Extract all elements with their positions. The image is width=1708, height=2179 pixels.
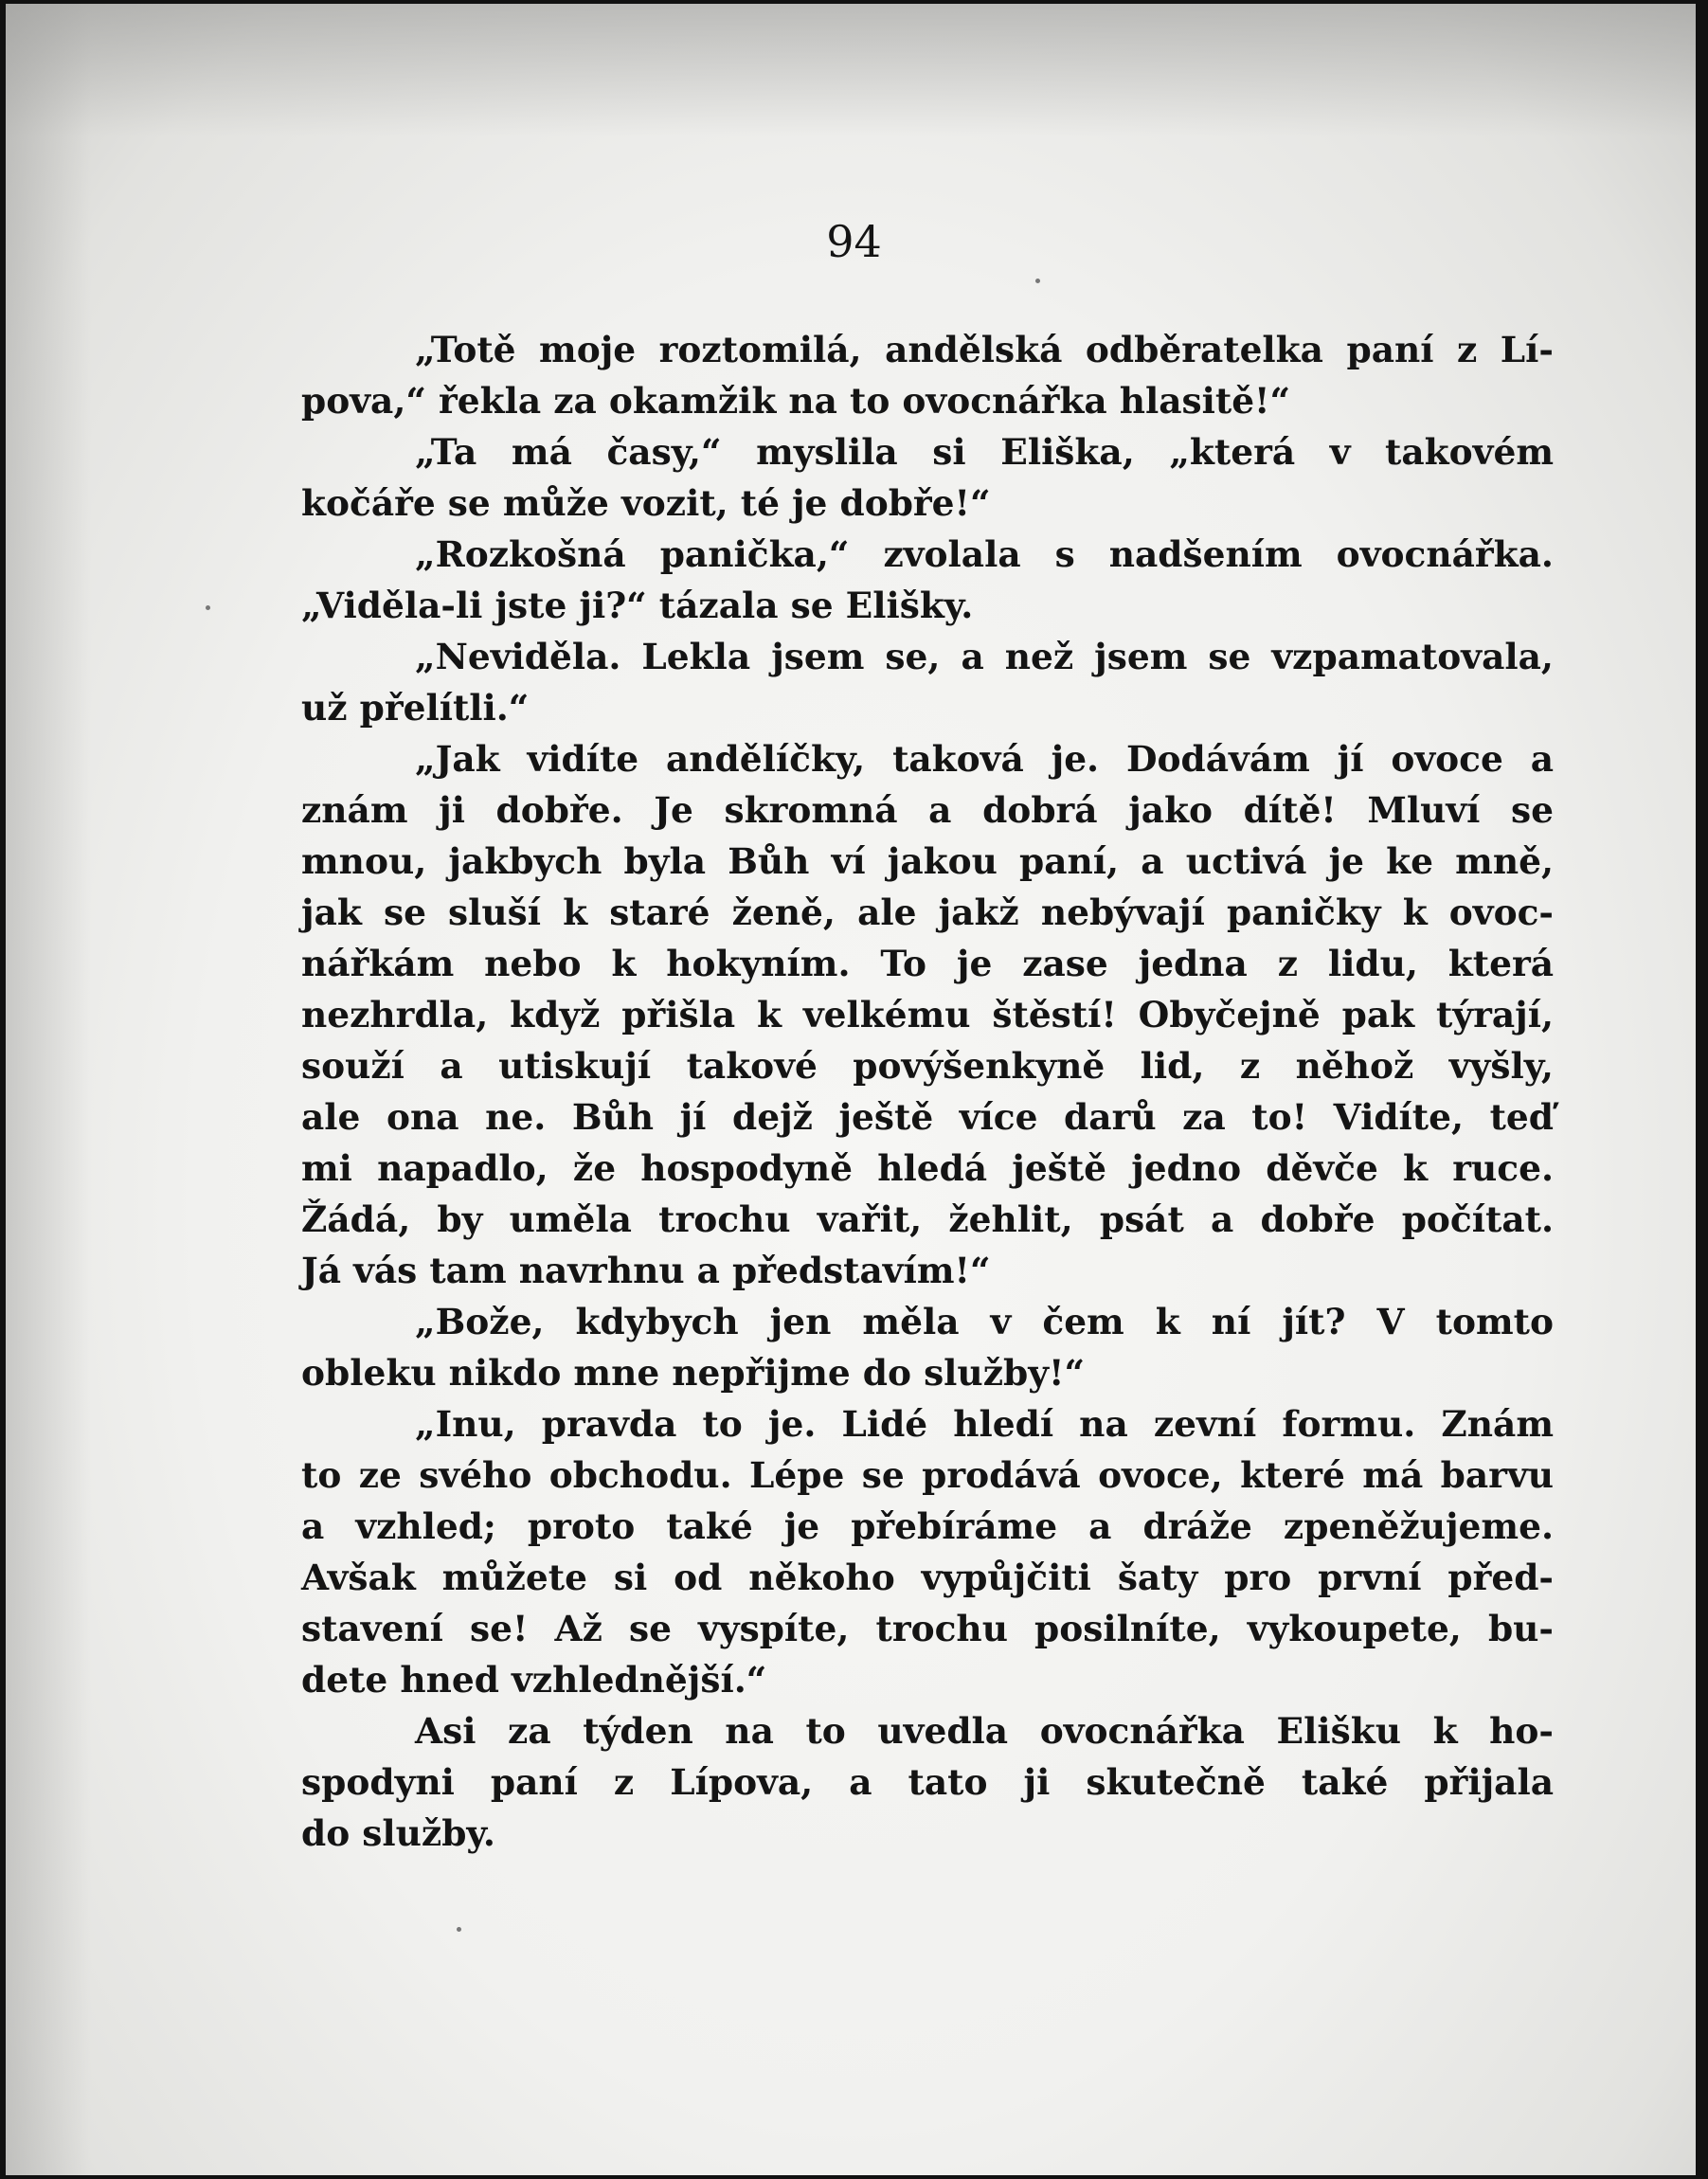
text-line: do služby. <box>301 1812 495 1854</box>
text-line: Já vás tam navrhnu a představím!“ <box>301 1250 991 1291</box>
text-line: „Viděla-li jste ji?“ tázala se Elišky. <box>301 585 974 626</box>
text-line: jak se sluší k staré ženě, ale jakž nebývají paničky k ovoc- <box>301 891 1554 933</box>
text-line: pova,“ řekla za okamžik na to ovocnářka hlasitě!“ <box>301 380 1291 422</box>
text-line: ale ona ne. Bůh jí dejž ještě více darů za to! Vidíte, teď <box>301 1096 1554 1138</box>
text-line: „Jak vidíte andělíčky, taková je. Dodávám jí ovoce a <box>415 738 1554 780</box>
text-line: Avšak můžete si od někoho vypůjčiti šaty pro první před- <box>301 1557 1554 1598</box>
text-line: a vzhled; proto také je přebíráme a dráže zpeněžujeme. <box>301 1505 1554 1547</box>
text-line: souží a utiskují takové povýšenkyně lid, z něhož vyšly, <box>301 1045 1554 1087</box>
text-line: kočáře se může vozit, té je dobře!“ <box>301 482 991 524</box>
text-line: mi napadlo, že hospodyně hledá ještě jedno děvče k ruce. <box>301 1147 1554 1189</box>
page-number: 94 <box>826 216 882 267</box>
text-line: mnou, jakbych byla Bůh ví jakou paní, a uctivá je ke mně, <box>301 840 1554 882</box>
text-line: dete hned vzhlednější.“ <box>301 1659 767 1701</box>
text-line: Asi za týden na to uvedla ovocnářka Elišku k ho- <box>415 1710 1554 1752</box>
body-text <box>301 324 1554 1859</box>
text-line: „Neviděla. Lekla jsem se, a než jsem se vzpamatovala, <box>415 636 1554 677</box>
print-speck <box>1035 279 1040 283</box>
text-line: „Rozkošná panička,“ zvolala s nadšením ovocnářka. <box>415 533 1554 575</box>
text-line: „Inu, pravda to je. Lidé hledí na zevní formu. Znám <box>415 1403 1554 1445</box>
text-line: „Bože, kdybych jen měla v čem k ní jít? V tomto <box>415 1301 1554 1342</box>
print-speck <box>206 605 210 610</box>
text-line: „Totě moje roztomilá, andělská odběratelka paní z Lí- <box>415 329 1554 370</box>
print-speck <box>457 1927 461 1932</box>
text-line: spodyni paní z Lípova, a tato ji skutečně také přijala <box>301 1761 1554 1803</box>
text-line: to ze svého obchodu. Lépe se prodává ovoce, které má barvu <box>301 1454 1554 1496</box>
text-line: Žádá, by uměla trochu vařit, žehlit, psát a dobře počítat. <box>301 1198 1554 1240</box>
text-line: už přelítli.“ <box>301 687 530 729</box>
text-line: stavení se! Až se vyspíte, trochu posilníte, vykoupete, bu- <box>301 1608 1554 1649</box>
text-line: znám ji dobře. Je skromná a dobrá jako dítě! Mluví se <box>301 789 1554 831</box>
text-line: nezhrdla, když přišla k velkému štěstí! Obyčejně pak týrají, <box>301 994 1554 1035</box>
text-line: obleku nikdo mne nepřijme do služby!“ <box>301 1352 1086 1394</box>
text-line: „Ta má časy,“ myslila si Eliška, „která v takovém <box>415 431 1554 473</box>
text-line: nářkám nebo k hokyním. To je zase jedna z lidu, která <box>301 943 1554 984</box>
